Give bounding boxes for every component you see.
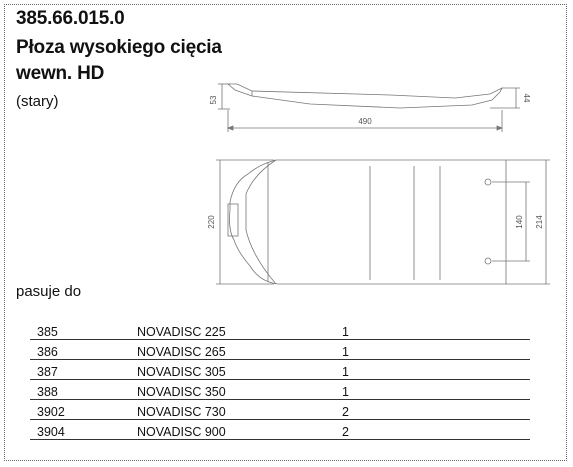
dim-hole-spacing: 140: [515, 215, 524, 229]
table-row: [30, 340, 530, 360]
product-title-line2: wewn. HD: [16, 63, 105, 84]
fits-label: pasuje do: [16, 283, 82, 300]
machine-model: NOVADISC 265: [137, 340, 342, 360]
table-row: [30, 400, 530, 420]
machine-model: NOVADISC 730: [137, 400, 342, 420]
machine-model: NOVADISC 350: [137, 380, 342, 400]
table-row: [30, 320, 530, 340]
machine-code: 3904: [30, 420, 137, 440]
dim-width-right: 214: [535, 215, 544, 229]
machine-model: NOVADISC 225: [137, 320, 342, 340]
machine-model: NOVADISC 900: [137, 420, 342, 440]
technical-drawing: [190, 70, 560, 295]
table-row: [30, 420, 530, 440]
dim-length: 490: [358, 117, 372, 126]
top-view: [216, 160, 550, 284]
machine-code: 385: [30, 320, 137, 340]
dim-height-left: 53: [209, 95, 218, 105]
machine-code: 388: [30, 380, 137, 400]
table-row: [30, 360, 530, 380]
quantity: 1: [342, 380, 530, 400]
table-row: [30, 380, 530, 400]
dim-height-right: 44: [522, 93, 531, 103]
machine-code: 386: [30, 340, 137, 360]
compatibility-table: [30, 320, 530, 440]
product-note: (stary): [16, 93, 59, 110]
quantity: 1: [342, 320, 530, 340]
machine-code: 387: [30, 360, 137, 380]
dim-width: 220: [207, 215, 216, 229]
quantity: 2: [342, 420, 530, 440]
quantity: 2: [342, 400, 530, 420]
machine-model: NOVADISC 305: [137, 360, 342, 380]
quantity: 1: [342, 360, 530, 380]
part-number: 385.66.015.0: [16, 8, 125, 29]
product-title-line1: Płoza wysokiego cięcia: [16, 37, 222, 58]
machine-code: 3902: [30, 400, 137, 420]
quantity: 1: [342, 340, 530, 360]
